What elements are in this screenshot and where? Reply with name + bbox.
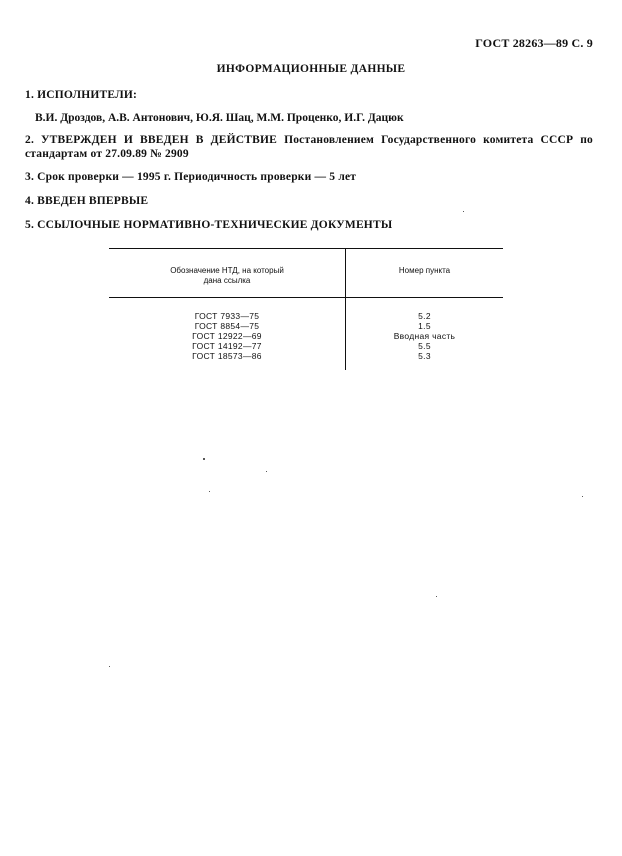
- table-cell-clause: Вводная часть: [393, 331, 456, 341]
- table-header-document-text: Обозначение НТД, на который дана ссылка: [170, 266, 284, 285]
- table-column-clauses: [346, 311, 503, 361]
- section-approved-text: Постановлением Государственного комитета СССР по стандартам от 27.09.89 № 2909: [25, 134, 593, 160]
- performers-list: В.И. Дроздов, А.В. Антонович, Ю.Я. Шац, М.М. Проценко, И.Г. Дацюк: [35, 112, 404, 124]
- table-cell-document: ГОСТ 8854—75: [194, 321, 260, 331]
- speck: [582, 496, 583, 497]
- section-performers-heading: 1. ИСПОЛНИТЕЛИ:: [25, 89, 138, 101]
- table-cell-document: ГОСТ 12922—69: [192, 331, 262, 341]
- section-review-period: 3. Срок проверки — 1995 г. Периодичность проверки — 5 лет: [25, 171, 357, 183]
- speck: [109, 666, 110, 667]
- table-cell-clause: 5.3: [418, 351, 431, 361]
- page-title: ИНФОРМАЦИОННЫЕ ДАННЫЕ: [216, 63, 406, 75]
- speck: [266, 471, 267, 472]
- speck: [436, 596, 437, 597]
- speck: [203, 458, 205, 460]
- speck: [463, 211, 464, 212]
- reference-table: [109, 248, 503, 370]
- table-cell-document: ГОСТ 7933—75: [194, 311, 260, 321]
- table-header-document: [109, 266, 345, 286]
- table-column-documents: [109, 311, 345, 361]
- section-approved: [25, 133, 593, 161]
- table-cell-clause: 5.2: [418, 311, 431, 321]
- section-first-introduced: 4. ВВЕДЕН ВПЕРВЫЕ: [25, 195, 149, 207]
- speck: [209, 491, 210, 492]
- table-cell-clause: 5.5: [418, 341, 431, 351]
- table-header-clause: Номер пункта: [398, 266, 451, 275]
- table-cell-document: ГОСТ 18573—86: [192, 351, 262, 361]
- table-header-rule: [109, 297, 503, 298]
- page-header: ГОСТ 28263—89 С. 9: [475, 36, 593, 50]
- section-reference-documents: 5. ССЫЛОЧНЫЕ НОРМАТИВНО-ТЕХНИЧЕСКИЕ ДОКУМЕНТЫ: [25, 219, 393, 231]
- table-top-rule: [109, 248, 503, 249]
- table-cell-clause: 1.5: [418, 321, 431, 331]
- table-cell-document: ГОСТ 14192—77: [192, 341, 262, 351]
- section-approved-heading: 2. УТВЕРЖДЕН И ВВЕДЕН В ДЕЙСТВИЕ: [25, 134, 278, 146]
